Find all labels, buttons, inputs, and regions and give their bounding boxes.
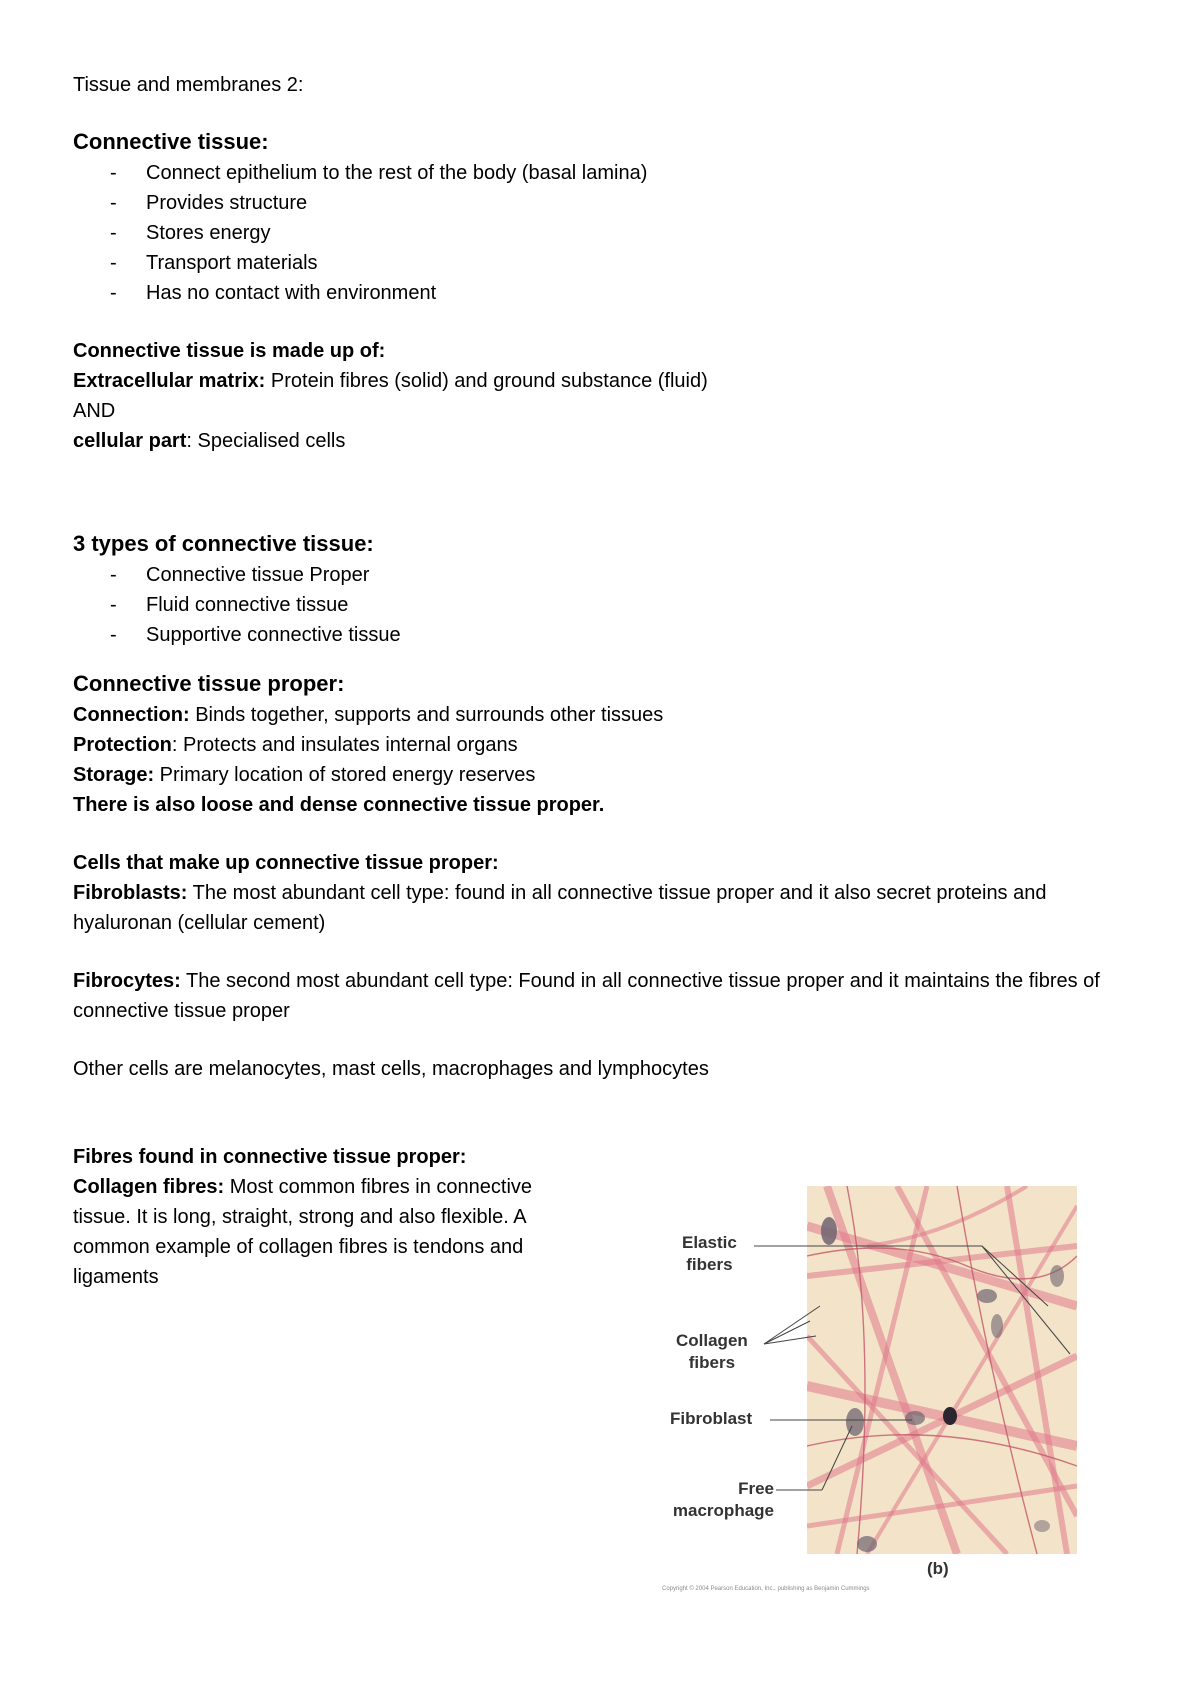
panel-label: (b) bbox=[927, 1559, 949, 1578]
storage-line: Storage: Primary location of stored energy reserves bbox=[73, 764, 536, 786]
proper-note: There is also loose and dense connective tissue proper. bbox=[73, 794, 605, 816]
protection-line: Protection: Protects and insulates internal organs bbox=[73, 734, 518, 756]
connection-line: Connection: Binds together, supports and surrounds other tissues bbox=[73, 704, 664, 726]
list-item: - Supportive connective tissue bbox=[110, 624, 401, 646]
other-cells-line: Other cells are melanocytes, mast cells, macrophages and lymphocytes bbox=[73, 1058, 709, 1080]
collagen-paragraph: Collagen fibres: Most common fibres in connective tissue. It is long, straight, strong and also flexible. A common example of collagen fibres is tendons and ligaments bbox=[73, 1176, 533, 1288]
label-collagen-fibers: Collagen fibers bbox=[676, 1331, 748, 1372]
connective-tissue-heading: Connective tissue: bbox=[73, 129, 269, 154]
document-title: Tissue and membranes 2: bbox=[73, 74, 304, 96]
cellular-part-line: cellular part: Specialised cells bbox=[73, 430, 346, 452]
made-up-heading: Connective tissue is made up of: bbox=[73, 340, 386, 362]
extracellular-matrix-line: Extracellular matrix: Protein fibres (solid) and ground substance (fluid) bbox=[73, 370, 708, 392]
list-item: - Transport materials bbox=[110, 252, 318, 274]
types-heading: 3 types of connective tissue: bbox=[73, 531, 374, 556]
and-line: AND bbox=[73, 400, 116, 422]
types-bullets bbox=[73, 560, 1133, 650]
proper-heading: Connective tissue proper: bbox=[73, 671, 345, 696]
cells-heading: Cells that make up connective tissue proper: bbox=[73, 852, 499, 874]
connective-tissue-figure bbox=[652, 1186, 1082, 1606]
label-fibroblast: Fibroblast bbox=[670, 1409, 753, 1428]
list-item: - Connective tissue Proper bbox=[110, 564, 370, 586]
label-free-macrophage: Free macrophage bbox=[672, 1479, 774, 1520]
connective-tissue-bullets bbox=[73, 158, 1133, 308]
list-item: - Provides structure bbox=[110, 192, 308, 214]
label-elastic-fibers: Elastic fibers bbox=[682, 1233, 737, 1274]
figure-credit: Copyright © 2004 Pearson Education, Inc., publishing as Benjamin Cummings bbox=[662, 1586, 870, 1592]
list-item: - Connect epithelium to the rest of the body (basal lamina) bbox=[110, 162, 648, 184]
list-item: - Stores energy bbox=[110, 222, 271, 244]
document-page bbox=[73, 70, 1133, 1292]
list-item: - Has no contact with environment bbox=[110, 282, 437, 304]
fibrocytes-paragraph: Fibrocytes: The second most abundant cell type: Found in all connective tissue proper and it maintains the fibres of connective tissue proper bbox=[73, 970, 1100, 1022]
list-item: - Fluid connective tissue bbox=[110, 594, 349, 616]
fibres-heading: Fibres found in connective tissue proper: bbox=[73, 1146, 467, 1168]
fibroblasts-paragraph: Fibroblasts: The most abundant cell type: found in all connective tissue proper and it also secret proteins and hyaluronan (cellular cement) bbox=[73, 882, 1047, 934]
